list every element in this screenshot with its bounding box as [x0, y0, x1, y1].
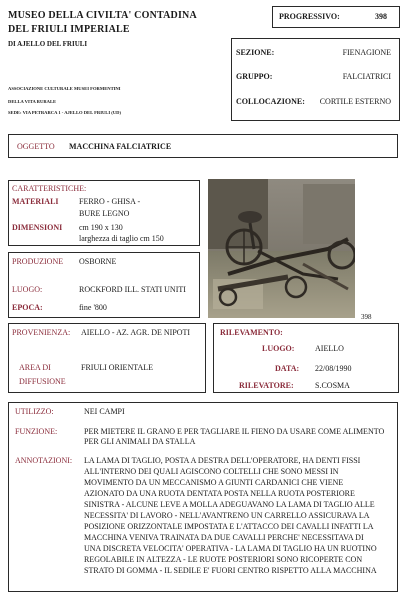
materiali-value-line1: FERRO - GHISA -: [79, 197, 141, 206]
dimensioni-label: DIMENSIONI: [12, 223, 63, 232]
annotazioni-label: ANNOTAZIONI:: [15, 456, 73, 465]
rilevatore-value: S.COSMA: [315, 381, 350, 390]
association-line1: ASSOCIAZIONE CULTURALE MUSEI FORMENTINI: [8, 86, 121, 91]
annotazioni-line: MOVIMENTO DA UN MECCANISMO A GIUNTI CARDANICI CHE VIENE: [84, 478, 344, 487]
association-line3: SEDE: VIA PETRARCA 1 - AJELLO DEL FRIULI (UD): [8, 110, 121, 115]
provenienza-value: AIELLO - AZ. AGR. DE NIPOTI: [81, 328, 191, 337]
data-label: DATA:: [275, 364, 300, 373]
luogo-produzione-label: LUOGO:: [12, 285, 43, 294]
classification-box: [231, 38, 400, 121]
association-line2: DELLA VITA RURALE: [8, 99, 57, 104]
utilizzo-label: UTILIZZO:: [15, 407, 54, 416]
oggetto-value: MACCHINA FALCIATRICE: [69, 142, 172, 151]
area-value: FRIULI ORIENTALE: [81, 363, 154, 372]
museum-title-line3: DI AJELLO DEL FRIULI: [8, 40, 88, 48]
annotazioni-line: LA LAMA DI TAGLIO, POSTA A DESTRA DELL'OPERATORE, HA DENTI FISSI: [84, 456, 361, 465]
caratteristiche-box: [8, 180, 200, 246]
mowing-machine-illustration: [208, 179, 355, 318]
provenienza-box: [8, 323, 206, 393]
area-label-line1: AREA DI: [19, 363, 51, 372]
funzione-line1: PER MIETERE IL GRANO E PER TAGLIARE IL FIENO DA USARE COME ALIMENTO: [84, 427, 385, 436]
oggetto-label: OGGETTO: [17, 142, 55, 151]
provenienza-label: PROVENIENZA:: [12, 328, 71, 337]
annotazioni-line: ALL'INTERNO DEI QUALI AGISCONO COLTELLI CHE SONO MESSI IN: [84, 467, 339, 476]
annotazioni-line: STRATO DI GOMMA - IL SEDILE E' FUORI CENTRO RISPETTO ALLA MACCHINA: [84, 566, 377, 575]
epoca-value: fine '800: [79, 303, 107, 312]
luogo-rilevamento-value: AIELLO: [315, 344, 344, 353]
annotazioni-line: REGOLABILE IN ALTEZZA - LE RUOTE POSTERIORI SONO RICOPERTE CON: [84, 555, 363, 564]
area-label-line2: DIFFUSIONE: [19, 377, 66, 386]
progressivo-label: PROGRESSIVO:: [279, 12, 340, 21]
gruppo-value: FALCIATRICI: [342, 72, 391, 81]
utilizzo-box: [8, 402, 398, 592]
materiali-value-line2: BURE LEGNO: [79, 209, 130, 218]
annotazioni-line: NECESSITA' DI LAVORO - NELL'AVANTRENO UN CARRELLO ASSICURAVA LA: [84, 511, 370, 520]
funzione-label: FUNZIONE:: [15, 427, 58, 436]
collocazione-value: CORTILE ESTERNO: [319, 97, 391, 106]
rilevamento-heading: RILEVAMENTO:: [220, 328, 283, 337]
data-value: 22/08/1990: [315, 364, 352, 373]
photo-caption: 398: [361, 313, 372, 321]
produzione-label: PRODUZIONE: [12, 257, 64, 266]
dimensioni-value-line2: larghezza di taglio cm 150: [79, 234, 164, 243]
luogo-rilevamento-label: LUOGO:: [262, 344, 295, 353]
gruppo-label: GRUPPO:: [236, 72, 273, 81]
museum-title-line1: MUSEO DELLA CIVILTA' CONTADINA: [8, 10, 197, 21]
collocazione-label: COLLOCAZIONE:: [236, 97, 305, 106]
dimensioni-value-line1: cm 190 x 130: [79, 223, 123, 232]
produzione-value: OSBORNE: [79, 257, 117, 266]
museum-title-line2: DEL FRIULI IMPERIALE: [8, 24, 130, 35]
annotazioni-line: SINISTRA - ALCUNE LEVE A MOLLA ADEGUAVANO LA LAMA DI TAGLIO ALLE: [84, 500, 375, 509]
progressivo-value: 398: [375, 12, 387, 21]
luogo-produzione-value: ROCKFORD ILL. STATI UNITI: [79, 285, 186, 294]
oggetto-box: [8, 134, 398, 158]
machine-photo: [208, 179, 355, 318]
rilevamento-box: [213, 323, 399, 393]
sezione-value: FIENAGIONE: [342, 48, 391, 57]
annotazioni-line: UNA DISCRETA VELOCITA' OPERATIVA - LA LAMA DI TAGLIO HA UN RUOTINO: [84, 544, 377, 553]
progressivo-box: [272, 6, 400, 28]
annotazioni-text: [84, 456, 396, 577]
annotazioni-line: MACCHINA VENIVA TRAINATA DA DUE CAVALLI PERCHE' NECESSITAVA DI: [84, 533, 364, 542]
sezione-label: SEZIONE:: [236, 48, 275, 57]
funzione-line2: PER GLI ANIMALI DA STALLA: [84, 437, 196, 446]
produzione-box: [8, 252, 200, 318]
annotazioni-line: POSIZIONE ORIZZONTALE IMPOSTATA E L'ATTACCO DEI CAVALLI INFATTI LA: [84, 522, 374, 531]
annotazioni-line: AZIONATO DA UNA RUOTA DENTATA POSTA NELLA RUOTA POSTERIORE: [84, 489, 355, 498]
caratteristiche-heading: CARATTERISTICHE:: [12, 184, 87, 193]
rilevatore-label: RILEVATORE:: [239, 381, 294, 390]
epoca-label: EPOCA:: [12, 303, 43, 312]
materiali-label: MATERIALI: [12, 197, 59, 206]
utilizzo-value: NEI CAMPI: [84, 407, 125, 416]
